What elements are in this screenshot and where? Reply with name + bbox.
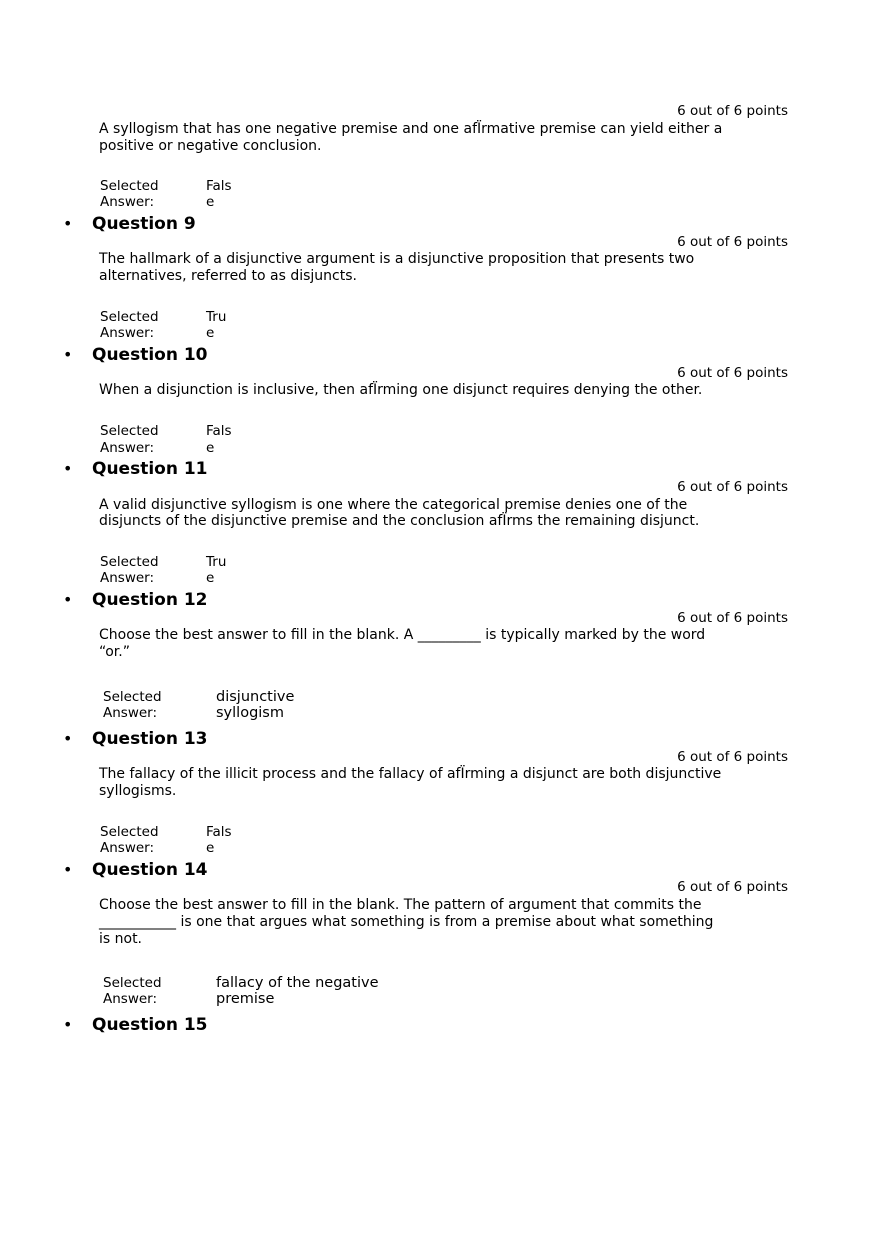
selected-answer-label: Answer: — [100, 325, 155, 341]
question-text-line: syllogisms. — [99, 783, 177, 799]
selected-answer-label: Selected — [100, 423, 159, 439]
selected-answer-label: Selected — [103, 689, 162, 705]
selected-answer-value: e — [206, 840, 215, 856]
selected-answer-label: Selected — [103, 975, 162, 991]
question-heading: Question 11 — [92, 459, 208, 479]
selected-answer-value: e — [206, 325, 215, 341]
question-text-line: When a disjunction is inclusive, then afÏrming one disjunct requires denying the other. — [99, 382, 703, 398]
selected-answer-value: premise — [216, 991, 275, 1007]
question-points: 6 out of 6 points — [677, 479, 788, 495]
selected-answer-label: Answer: — [100, 440, 155, 456]
selected-answer-value: syllogism — [216, 705, 284, 721]
question-text-line: The hallmark of a disjunctive argument is a disjunctive proposition that presents two — [99, 251, 695, 267]
bullet-icon: • — [63, 459, 73, 478]
bullet-icon: • — [63, 214, 73, 233]
question-points: 6 out of 6 points — [677, 103, 788, 119]
bullet-icon: • — [63, 860, 73, 879]
selected-answer-label: Answer: — [103, 705, 158, 721]
question-text-line: Choose the best answer to fill in the blank. A _________ is typically marked by the word — [99, 627, 706, 643]
selected-answer-label: Answer: — [103, 991, 158, 1007]
question-points: 6 out of 6 points — [677, 234, 788, 250]
selected-answer-label: Selected — [100, 554, 159, 570]
selected-answer-label: Answer: — [100, 194, 155, 210]
question-heading: Question 15 — [92, 1015, 208, 1035]
question-heading: Question 9 — [92, 214, 196, 234]
selected-answer-label: Answer: — [100, 840, 155, 856]
selected-answer-value: Fals — [206, 824, 232, 840]
selected-answer-value: Fals — [206, 423, 232, 439]
question-text-line: ___________ is one that argues what something is from a premise about what something — [99, 914, 714, 930]
selected-answer-label: Selected — [100, 178, 159, 194]
selected-answer-value: Tru — [206, 554, 227, 570]
selected-answer-value: disjunctive — [216, 689, 295, 705]
bullet-icon: • — [63, 345, 73, 364]
question-text-line: The fallacy of the illicit process and the fallacy of afÏrming a disjunct are both disjunctive — [99, 766, 722, 782]
question-text-line: “or.” — [99, 644, 130, 660]
question-text-line: positive or negative conclusion. — [99, 138, 322, 154]
bullet-icon: • — [63, 590, 73, 609]
selected-answer-value: Fals — [206, 178, 232, 194]
question-text-line: disjuncts of the disjunctive premise and the conclusion afÏrms the remaining disjunct. — [99, 513, 700, 529]
question-heading: Question 13 — [92, 729, 208, 749]
question-text-line: A valid disjunctive syllogism is one where the categorical premise denies one of the — [99, 497, 688, 513]
selected-answer-value: e — [206, 194, 215, 210]
question-heading: Question 10 — [92, 345, 208, 365]
selected-answer-value: e — [206, 440, 215, 456]
bullet-icon: • — [63, 1015, 73, 1034]
question-points: 6 out of 6 points — [677, 610, 788, 626]
selected-answer-value: e — [206, 570, 215, 586]
question-text-line: Choose the best answer to fill in the blank. The pattern of argument that commits the — [99, 897, 702, 913]
question-points: 6 out of 6 points — [677, 365, 788, 381]
selected-answer-value: Tru — [206, 309, 227, 325]
question-text-line: is not. — [99, 931, 143, 947]
selected-answer-label: Selected — [100, 824, 159, 840]
question-text-line: A syllogism that has one negative premise and one afÏrmative premise can yield either a — [99, 121, 723, 137]
question-heading: Question 14 — [92, 860, 208, 880]
selected-answer-label: Answer: — [100, 570, 155, 586]
selected-answer-value: fallacy of the negative — [216, 975, 379, 991]
question-points: 6 out of 6 points — [677, 879, 788, 895]
question-points: 6 out of 6 points — [677, 749, 788, 765]
bullet-icon: • — [63, 729, 73, 748]
question-text-line: alternatives, referred to as disjuncts. — [99, 268, 357, 284]
question-heading: Question 12 — [92, 590, 208, 610]
selected-answer-label: Selected — [100, 309, 159, 325]
